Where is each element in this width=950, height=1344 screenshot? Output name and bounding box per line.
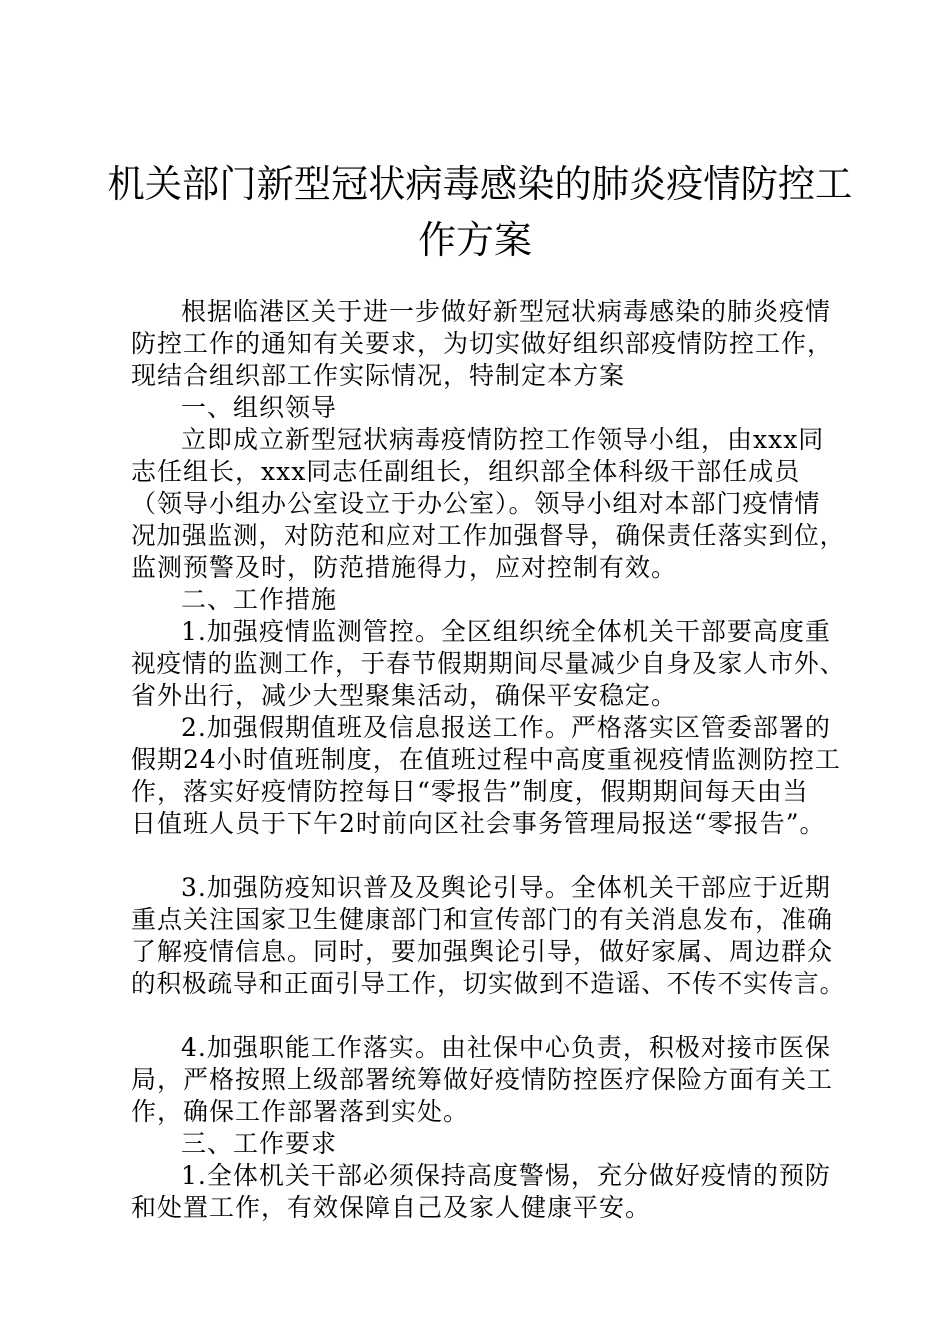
paragraph-line: 防控工作的通知有关要求，为切实做好组织部疫情防控工作， (131, 329, 834, 358)
paragraph-line: 1.全体机关干部必须保持高度警惕，充分做好疫情的预防 (181, 1161, 831, 1190)
paragraph-line: （领导小组办公室设立于办公室）。领导小组对本部门疫情情 (131, 489, 821, 518)
paragraph-line: 局，严格按照上级部署统筹做好疫情防控医疗保险方面有关工 (131, 1065, 834, 1094)
paragraph-line: 2.加强假期值班及信息报送工作。严格落实区管委部署的 (181, 713, 831, 742)
paragraph-line: 况加强监测，对防范和应对工作加强督导，确保责任落实到位， (131, 521, 846, 550)
paragraph-line: 作，确保工作部署落到实处。 (131, 1097, 470, 1126)
paragraph-line: 根据临港区关于进一步做好新型冠状病毒感染的肺炎疫情 (181, 297, 832, 326)
paragraph-line: 4.加强职能工作落实。由社保中心负责，积极对接市医保 (181, 1033, 831, 1062)
section-heading: 一、组织领导 (181, 393, 338, 422)
paragraph-line: 和处置工作，有效保障自己及家人健康平安。 (131, 1193, 652, 1222)
document-title-line-1: 机关部门新型冠状病毒感染的肺炎疫情防控工 (107, 162, 853, 206)
paragraph-line: 监测预警及时，防范措施得力，应对控制有效。 (131, 553, 678, 582)
paragraph-line: 立即成立新型冠状病毒疫情防控工作领导小组，由xxx同 (181, 425, 825, 454)
section-heading: 三、工作要求 (181, 1129, 338, 1158)
paragraph-line: 志任组长，xxx同志任副组长，组织部全体科级干部任成员 (131, 457, 801, 486)
paragraph-line: 了解疫情信息。同时，要加强舆论引导，做好家属、周边群众 (131, 937, 834, 966)
paragraph-line: 3.加强防疫知识普及及舆论引导。全体机关干部应于近期 (181, 873, 831, 902)
paragraph-line: 1.加强疫情监测管控。全区组织统全体机关干部要高度重 (181, 617, 831, 646)
section-heading: 二、工作措施 (181, 585, 338, 614)
document-title-line-2: 作方案 (417, 218, 532, 262)
paragraph-line: 重点关注国家卫生健康部门和宣传部门的有关消息发布，准确 (131, 905, 834, 934)
paragraph-line: 假期24小时值班制度，在值班过程中高度重视疫情监测防控工 (131, 745, 841, 774)
paragraph-line: 视疫情的监测工作，于春节假期期间尽量减少自身及家人市外、 (131, 649, 846, 678)
paragraph-line: 现结合组织部工作实际情况，特制定本方案 (131, 361, 626, 390)
paragraph-line: 的积极疏导和正面引导工作，切实做到不造谣、不传不实传言。 (131, 969, 846, 998)
paragraph-line: 日值班人员于下午2时前向区社会事务管理局报送“零报告”。 (131, 809, 826, 838)
paragraph-line: 省外出行，减少大型聚集活动，确保平安稳定。 (131, 681, 678, 710)
paragraph-line: 作，落实好疫情防控每日“零报告”制度，假期期间每天由当 (131, 777, 809, 806)
